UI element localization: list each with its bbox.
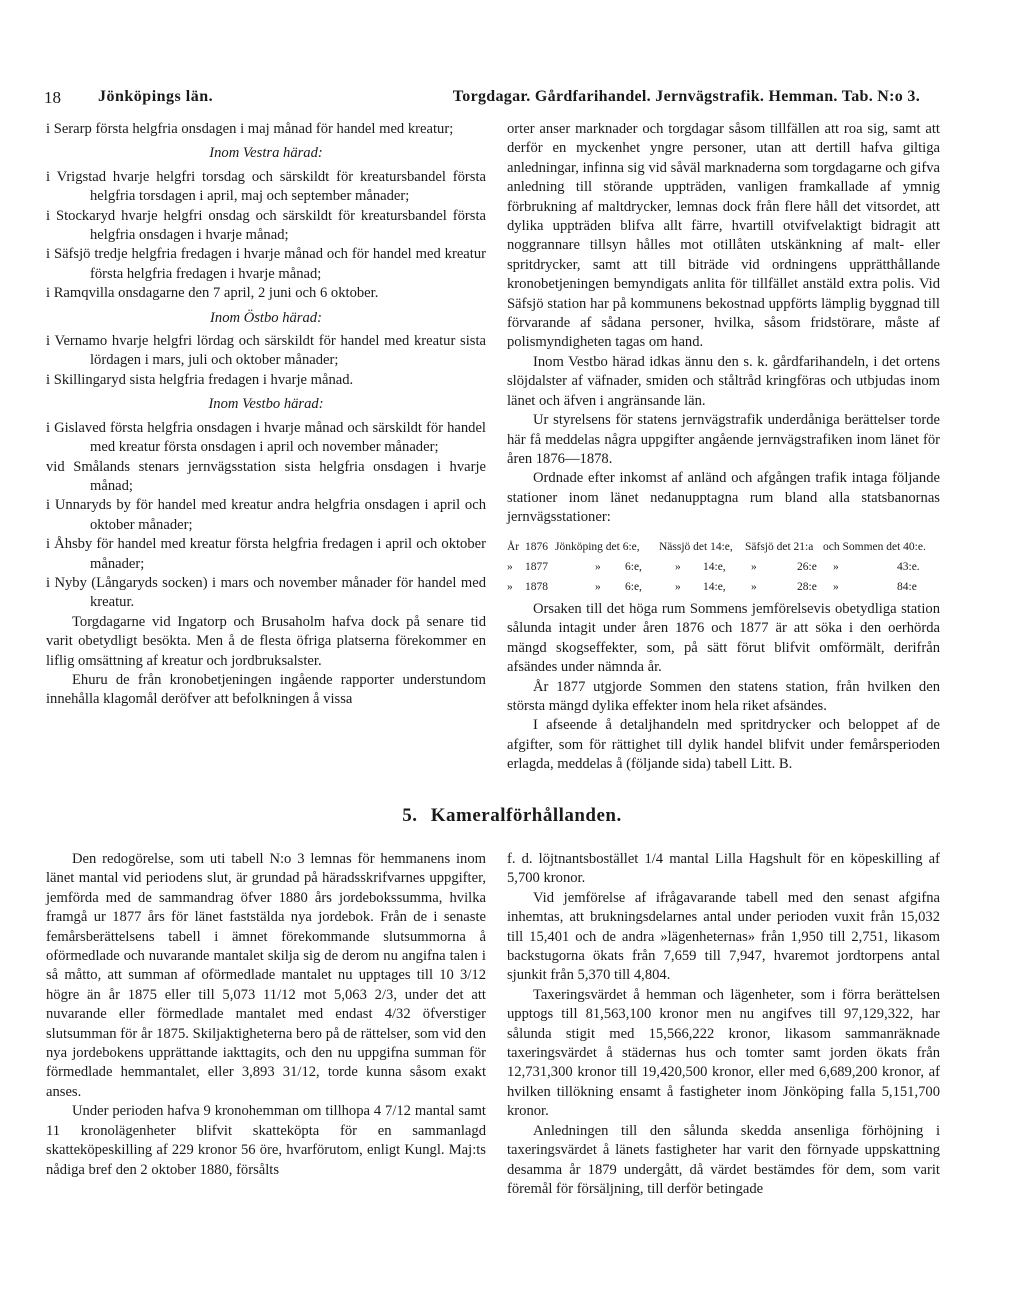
market-entry: i Ramqvilla onsdagarne den 7 april, 2 juni och 6 oktober. bbox=[46, 285, 379, 302]
ditto-mark: » bbox=[751, 581, 757, 593]
paragraph: Den redogörelse, som uti tabell N:o 3 lemnas för hemmanens inom länet mantal vid periodens slut, är grundad på häradsskrifvarnes uppgifter, jemförda med de sammandrag öfver 1880 års jordebokssumma, hvilka framgå ur 1877 års för länet faststälda nya jordebok. Från de i senaste femårsberättelsens tabell i ämnet förekommande slutsummorna å oförmedlade och nuvarande mantalet skilja sig de derom nu angifna talen i så måtto, att summan af oförmedlade mantalet nu upptages till 10 3/12 högre än år 1875 eller till 5,073 11/12 mot 5,063 2/3, under det att nuvarande eller förmedlade mantalet med endast 4/32 öfverstiger slutsumman för år 1875. Skiljaktigheterna bero på de rättelser, som vid den nya jordebokens upprättande iakttagits, och den nu uppgifna summan för förmedlade hemmantalet, eller 3,893 31/12, torde kunna såsom exakt anses. bbox=[46, 851, 486, 1100]
station-rank: 6:e, bbox=[625, 581, 642, 593]
row-year: 1876 bbox=[525, 541, 548, 553]
market-entry: i Vrigstad hvarje helgfri torsdag och särskildt för kreatursbandel första helgfria torsdagen i april, maj och september månader; bbox=[46, 168, 486, 205]
market-entry: i Unnaryds by för handel med kreatur andra helgfria onsdagen i april och oktober månader; bbox=[46, 497, 486, 533]
station-rank: Jönköping det 6:e, bbox=[555, 541, 640, 553]
paragraph: Orsaken till det höga rum Sommens jemförelsevis obetydliga station sålunda intagit under åren 1876 och 1877 är att söka i den oerhörda mängd skogseffekter, som, på sätt förut blifvit omförmält, derifrån afsändes under nämnda år. bbox=[507, 601, 940, 676]
market-entry: i Säfsjö tredje helgfria fredagen i hvarje månad och för handel med kreatur första helgfria fredagen i hvarje månad; bbox=[46, 246, 486, 282]
district-heading: Inom Östbo härad: bbox=[210, 309, 322, 326]
left-column-top bbox=[46, 120, 486, 710]
market-entry: i Serarp första helgfria onsdagen i maj månad för handel med kreatur; bbox=[46, 121, 454, 137]
ditto-mark: » bbox=[595, 561, 601, 573]
station-rank: 84:e bbox=[897, 581, 917, 593]
station-rank: 14:e, bbox=[703, 561, 726, 573]
paragraph: Taxeringsvärdet å hemman och lägenheter, som i förra berättelsen upptogs till 81,563,100 kronor men nu angifves till 97,129,322, har sålunda stigit med 15,566,222 kronor, likasom sammanräknade taxeringsvärdet å städernas hus och tomter samt jorden ökats från 12,731,300 kronor till 19,420,500 kronor, eller med 6,689,200 kronor, af hvilken tillökning ensamt å fastigheter inom Jönköping falla 5,151,700 kronor. bbox=[507, 986, 940, 1120]
ditto-mark: » bbox=[833, 581, 839, 593]
paragraph: f. d. löjtnantsbostället 1/4 mantal Lilla Hagshult för en köpeskilling af 5,700 kronor. bbox=[507, 851, 940, 887]
station-rank: 28:e bbox=[797, 581, 817, 593]
paragraph: Anledningen till den sålunda skedda ansenliga förhöjning i taxeringsvärdet å länets fastigheter har varit den förnyade uppskattning desamma år 1879 undergått, då värdet bestämdes för dem, som varit föremål för försäljning, till derför betingade bbox=[507, 1122, 940, 1197]
station-rank: 6:e, bbox=[625, 561, 642, 573]
ditto-mark: » bbox=[675, 561, 681, 573]
paragraph: Vid jemförelse af ifrågavarande tabell med den senast afgifna inhemtas, att brukningsdelarnes antal under perioden vuxit från 15,032 till 15,401 och de andra »lägenheternas» från 1,950 till 2,751, likasom backstugorna ökats från 7,659 till 7,947, hvaremot jordtorpens antal sjunkit från 5,370 till 4,804. bbox=[507, 889, 940, 984]
county-heading: Jönköpings län. bbox=[98, 88, 214, 105]
station-rank: Nässjö det 14:e, bbox=[659, 541, 733, 553]
district-heading: Inom Vestbo härad: bbox=[208, 396, 324, 413]
ditto-mark: » bbox=[675, 581, 681, 593]
row-year: 1877 bbox=[525, 561, 548, 573]
ditto-mark: » bbox=[595, 581, 601, 593]
paragraph: Torgdagarne vid Ingatorp och Brusaholm hafva dock på senare tid varit obetydligt besökta. Men å de flesta öfriga platserna förekommer en liflig omsättning af kreatur och jordbruksalster. bbox=[46, 613, 486, 669]
market-entry: i Skillingaryd sista helgfria fredagen i hvarje månad. bbox=[46, 371, 354, 388]
row-prefix: » bbox=[507, 581, 513, 593]
paragraph: Inom Vestbo härad idkas ännu den s. k. gårdfarihandeln, i det ortens slöjdalster af väfnader, smiden och ståltråd kringföras och utbjudas inom länet och äfven i angränsande län. bbox=[507, 353, 940, 409]
row-year: 1878 bbox=[525, 581, 548, 593]
market-entry: i Stockaryd hvarje helgfri onsdag och särskildt för kreatursbandel första helgfria onsdagen i hvarje månad; bbox=[46, 207, 486, 244]
paragraph: Under perioden hafva 9 kronohemman om tillhopa 4 7/12 mantal samt 11 kronolägenheter blifvit skatteköpta för en sammanlagd skatteköpeskilling af 229 kronor 56 öre, hvarförutom, enligt Kungl. Maj:ts nådiga bref den 2 oktober 1880, försålts bbox=[46, 1103, 486, 1178]
section-heading bbox=[0, 805, 1024, 827]
market-entry: i Vernamo hvarje helgfri lördag och särskildt för handel med kreatur sista lördagen i mars, juli och oktober månader; bbox=[46, 333, 486, 369]
section-number: 5. bbox=[402, 805, 418, 826]
right-column-bottom bbox=[507, 850, 940, 1199]
subjects-heading: Torgdagar. Gårdfarihandel. Jernvägstrafik. Hemman. Tab. N:o 3. bbox=[452, 88, 920, 105]
station-rank: 26:e bbox=[797, 561, 817, 573]
market-entry: i Gislaved första helgfria onsdagen i hvarje månad och särskildt för handel med kreatur första onsdagen i april och november månader; bbox=[46, 419, 486, 456]
ditto-mark: » bbox=[751, 561, 757, 573]
right-column-top bbox=[507, 120, 940, 528]
ditto-mark: » bbox=[833, 561, 839, 573]
row-prefix: » bbox=[507, 561, 513, 573]
paragraph: I afseende å detaljhandeln med spritdrycker och beloppet af de afgifter, som för rättighet till dylik handel blifvit under femårsperioden erlagda, meddelas å (följande sida) tabell Litt. B. bbox=[507, 717, 940, 773]
station-rank: 43:e. bbox=[897, 561, 920, 573]
paragraph: År 1877 utgjorde Sommen den statens station, från hvilken den största mängd dylika effekter inom hela riket afsändes. bbox=[507, 678, 940, 715]
district-heading: Inom Vestra härad: bbox=[209, 145, 323, 162]
station-rank: Säfsjö det 21:a bbox=[745, 541, 814, 553]
paragraph: Ordnade efter inkomst af anländ och afgången trafik intaga följande stationer inom länet nedanupptagna rum bland alla statsbanornas jernvägsstationer: bbox=[507, 470, 940, 526]
market-entry: vid Smålands stenars jernvägsstation sista helgfria onsdagen i hvarje månad; bbox=[46, 458, 486, 494]
market-entry: i Nyby (Långaryds socken) i mars och november månader för handel med kreatur. bbox=[46, 574, 486, 611]
station-rank: 14:e, bbox=[703, 581, 726, 593]
paragraph: Ur styrelsens för statens jernvägstrafik underdåniga berättelser torde här få meddelas några uppgifter angående jernvägstrafiken inom länet för åren 1876—1878. bbox=[507, 412, 940, 467]
running-header bbox=[44, 88, 980, 112]
row-prefix: År bbox=[507, 541, 520, 553]
paragraph: Ehuru de från kronobetjeningen ingående rapporter understundom innehålla klagomål deröfver att befolkningen å vissa bbox=[46, 671, 486, 708]
paragraph: orter anser marknader och torgdagar såsom tillfällen att roa sig, samt att derför en myckenhet yngre personer, utan att dertill hafva giltiga anledningar, infinna sig vid såväl marknaderna som torgdagarne och gifva anledning till störande uppträden, vanligen framkallade af ymnig förbrukning af maltdrycker, lemnas dock från flere håll det vitsordet, att dylika uppträden blifva allt färre, hvartill otvifvelaktigt bidragit att noggrannare tillsyn hålles mot otillåten utskänkning af malt- eller spritdrycker, samt att till biträde vid ordningens upprätthållande kronobetjeningen bemyndigats anlita för tillfället anstäld extra polis. Vid Säfsjö station har på kommunens bekostnad uppförts lämplig byggnad till förvarande af sådana personer, hvilka, såsom fridstörare, måste af polismyndigheten tagas om hand. bbox=[507, 121, 940, 351]
left-column-bottom bbox=[46, 850, 486, 1180]
right-column-continued bbox=[507, 600, 940, 775]
market-entry: i Åhsby för handel med kreatur första helgfria fredagen i april och oktober månader; bbox=[46, 536, 486, 572]
station-rank: och Sommen det 40:e. bbox=[823, 541, 926, 553]
section-title-text: Kameralförhållanden. bbox=[430, 805, 622, 826]
page-number: 18 bbox=[44, 88, 61, 107]
